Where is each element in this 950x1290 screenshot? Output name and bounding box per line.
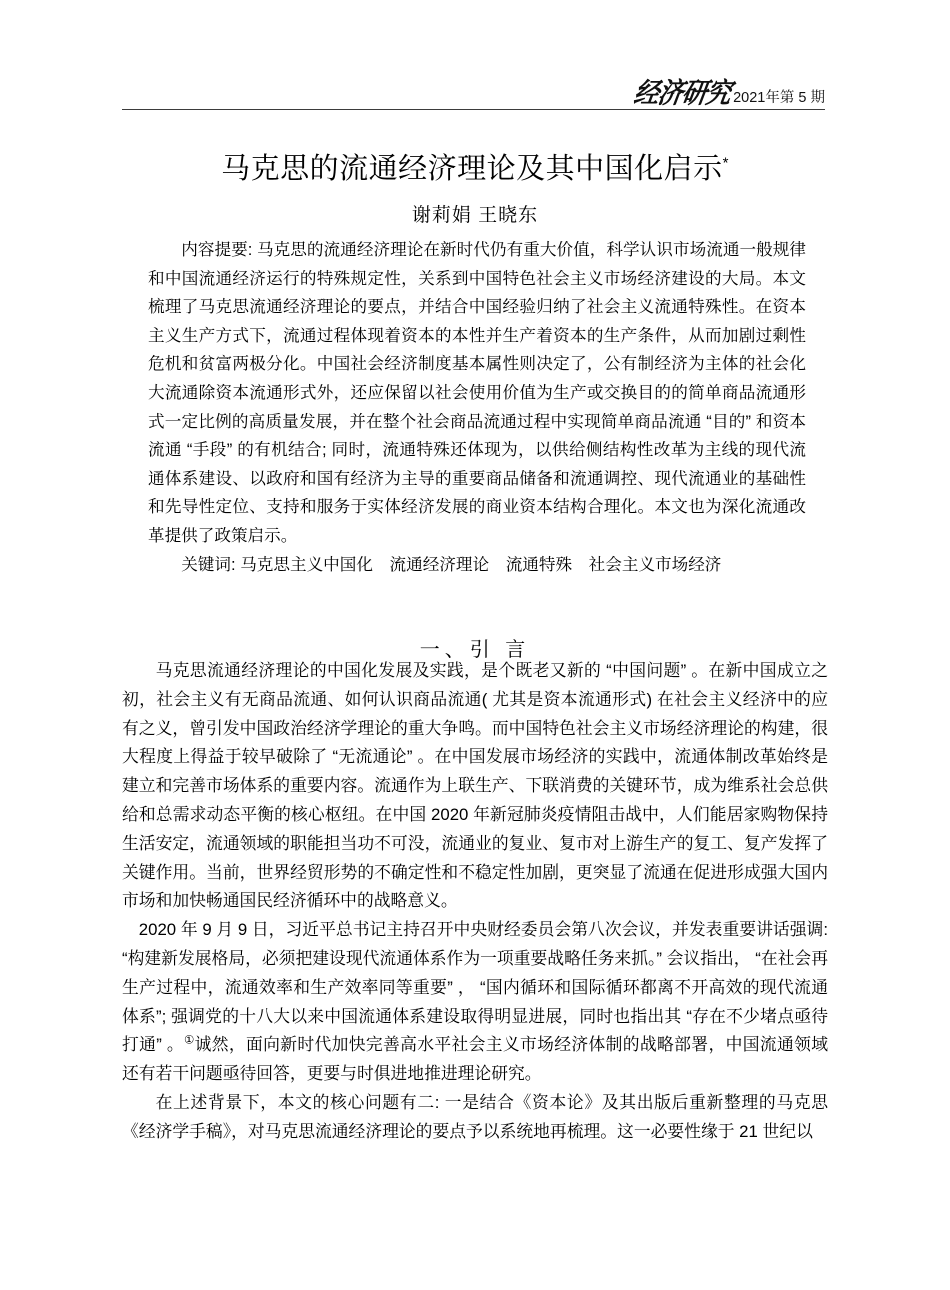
article-title — [0, 152, 950, 187]
issue-label: 2021年第 5 期 — [733, 89, 825, 106]
paragraph-part-quote: 2020 年 9 月 9 日，习近平总书记主持召开中央财经委员会第八次会议，并发表重要讲话强调: “构建新发展格局，必须把建设现代流通体系作为一项重要战略任务来抓。” 会议指出， “在社会再生产过程中，流通效率和生产效率同等重要” ， “国内循环和国际循环都离不开高效的现代流通体系”; 强调党的十八大以来中国流通体系建设取得明显进展，同时也指出其 “存在不少堵点亟待打通” 。 — [122, 920, 828, 1055]
title-footnote-marker: * — [722, 154, 729, 172]
article-authors: 谢莉娟 王晓东 — [411, 205, 539, 226]
paragraph — [122, 916, 828, 1089]
section-heading-introduction: 一、引 言 — [419, 638, 531, 661]
paragraph: 在上述背景下，本文的核心问题有二: 一是结合《资本论》及其出版后重新整理的马克思《经济学手稿》，对马克思流通经济理论的要点予以系统地再梳理。这一必要性缘于 21 世纪以 — [122, 1092, 828, 1141]
journal-masthead-logo: 经济研究 — [631, 76, 733, 110]
running-header — [122, 62, 825, 114]
article-title-text: 马克思的流通经济理论及其中国化启示 — [221, 153, 723, 186]
abstract-block — [148, 236, 806, 579]
footnote-reference-marker: ① — [183, 1034, 195, 1047]
body-text-column — [122, 657, 828, 1147]
keywords-text: 关键词: 马克思主义中国化 流通经济理论 流通特殊 社会主义市场经济 — [181, 554, 722, 574]
header-content — [122, 62, 825, 109]
abstract-text: 内容提要: 马克思的流通经济理论在新时代仍有重大价值，科学认识市场流通一般规律和中国流通经济运行的特殊规定性，关系到中国特色社会主义市场经济建设的大局。本文梳理了马克思流通经济理论的要点，并结合中国经验归纳了社会主义流通特殊性。在资本主义生产方式下，流通过程体现着资本的本性并生产着资本的生产条件，从而加剧过剩性危机和贫富两极分化。中国社会经济制度基本属性则决定了，公有制经济为主体的社会化大流通除资本流通形式外，还应保留以社会使用价值为生产或交换目的的简单商品流通形式一定比例的高质量发展，并在整个社会商品流通过程中实现简单商品流通 “目的” 和资本流通 “手段” 的有机结合; 同时，流通特殊还体现为，以供给侧结构性改革为主线的现代流通体系建设、以政府和国有经济为主导的重要商品储备和流通调控、现代流通业的基础性和先导性定位、支持和服务于实体经济发展的商业资本结构合理化。本文也为深化流通改革提供了政策启示。 — [148, 240, 806, 545]
paragraph: 马克思流通经济理论的中国化发展及实践，是个既老又新的 “中国问题” 。在新中国成立之初，社会主义有无商品流通、如何认识商品流通( 尤其是资本流通形式) 在社会主义经济中的应有之义，曾引发中国政治经济学理论的重大争鸣。而中国特色社会主义市场经济理论的构建，很大程度上得益于较早破除了 “无流通论” 。在中国发展市场经济的实践中，流通体制改革始终是建立和完善市场体系的重要内容。流通作为上联生产、下联消费的关键环节，成为维系社会总供给和总需求动态平衡的核心枢纽。在中国 2020 年新冠肺炎疫情阻击战中，人们能居家购物保持生活安定，流通领域的职能担当功不可没，流通业的复业、复市对上游生产的复工、复产发挥了关键作用。当前，世界经贸形势的不确定性和不稳定性加剧，更突显了流通在促进形成强大国内市场和加快畅通国民经济循环中的战略意义。 — [122, 661, 828, 911]
paragraph-part-continued: 诚然，面向新时代加快完善高水平社会主义市场经济体制的战略部署，中国流通领域还有若干问题亟待回答，更要与时俱进地推进理论研究。 — [122, 1035, 828, 1084]
